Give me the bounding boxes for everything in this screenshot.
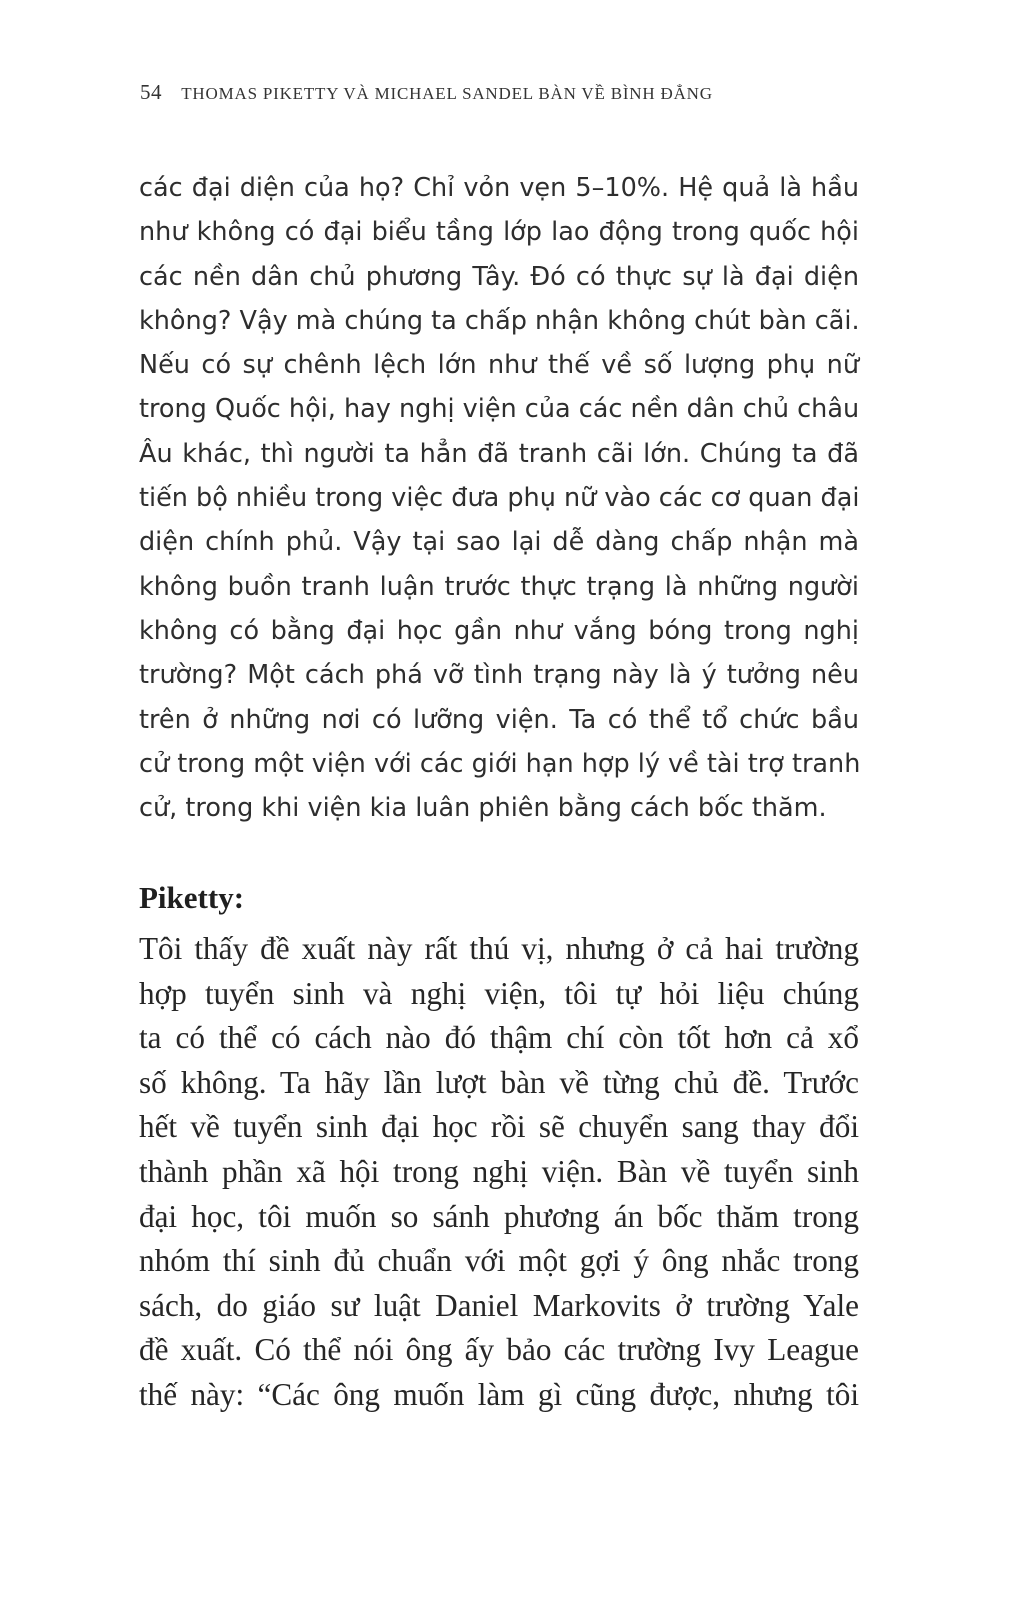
text-line: ta có thể có cách nào đó thậm chí còn tốt hơn cả xổ (139, 1020, 859, 1056)
text-line: tiến bộ nhiều trong việc đưa phụ nữ vào các cơ quan đại (139, 483, 860, 514)
text-line: Âu khác, thì người ta hẳn đã tranh cãi lớn. Chúng ta đã (139, 438, 859, 469)
text-line: như không có đại biểu tầng lớp lao động trong quốc hội (139, 217, 859, 248)
text-line: cử, trong khi viện kia luân phiên bằng cách bốc thăm. (139, 793, 827, 824)
text-line: Nếu có sự chênh lệch lớn như thế về số lượng phụ nữ (139, 350, 859, 381)
text-line: hết về tuyển sinh đại học rồi sẽ chuyển sang thay đổi (139, 1109, 859, 1145)
running-title: THOMAS PIKETTY VÀ MICHAEL SANDEL BÀN VỀ BÌNH ĐẲNG (181, 84, 713, 103)
text-line: các đại diện của họ? Chỉ vỏn vẹn 5–10%. Hệ quả là hầu (139, 173, 859, 203)
speaker-label: Piketty: (139, 880, 245, 915)
text-line: sách, do giáo sư luật Daniel Markovits ở trường Yale (139, 1287, 859, 1323)
text-line: trong Quốc hội, hay nghị viện của các nền dân chủ châu (139, 394, 860, 425)
running-header (140, 80, 713, 105)
text-line: cử trong một viện với các giới hạn hợp lý về tài trợ tranh (139, 748, 861, 779)
text-line: nhóm thí sinh đủ chuẩn với một gợi ý ông nhắc trong (139, 1243, 859, 1279)
text-line: Tôi thấy đề xuất này rất thú vị, nhưng ở cả hai trường (139, 931, 859, 966)
text-line: thành phần xã hội trong nghị viện. Bàn về tuyển sinh (139, 1153, 859, 1189)
text-line: không buồn tranh luận trước thực trạng là những người (139, 571, 859, 602)
text-line: trên ở những nơi có lưỡng viện. Ta có thể tổ chức bầu (139, 704, 859, 735)
text-line: hợp tuyển sinh và nghị viện, tôi tự hỏi liệu chúng (139, 975, 859, 1011)
text-line: diện chính phủ. Vậy tại sao lại dễ dàng chấp nhận mà (139, 527, 859, 558)
text-line: số không. Ta hãy lần lượt bàn về từng chủ đề. Trước (139, 1064, 859, 1100)
page-number: 54 (140, 80, 162, 104)
piketty-paragraph (139, 927, 859, 1418)
text-line: thế này: “Các ông muốn làm gì cũng được, nhưng tôi (139, 1376, 859, 1412)
text-line: không? Vậy mà chúng ta chấp nhận không chút bàn cãi. (139, 305, 860, 336)
sandel-paragraph (139, 166, 859, 830)
text-line: đề xuất. Có thể nói ông ấy bảo các trường Ivy League (139, 1332, 859, 1368)
text-line: không có bằng đại học gần như vắng bóng trong nghị (139, 615, 859, 646)
text-line: trường? Một cách phá vỡ tình trạng này là ý tưởng nêu (139, 660, 859, 691)
text-line: đại học, tôi muốn so sánh phương án bốc thăm trong (139, 1198, 859, 1234)
text-line: các nền dân chủ phương Tây. Đó có thực sự là đại diện (139, 261, 859, 292)
